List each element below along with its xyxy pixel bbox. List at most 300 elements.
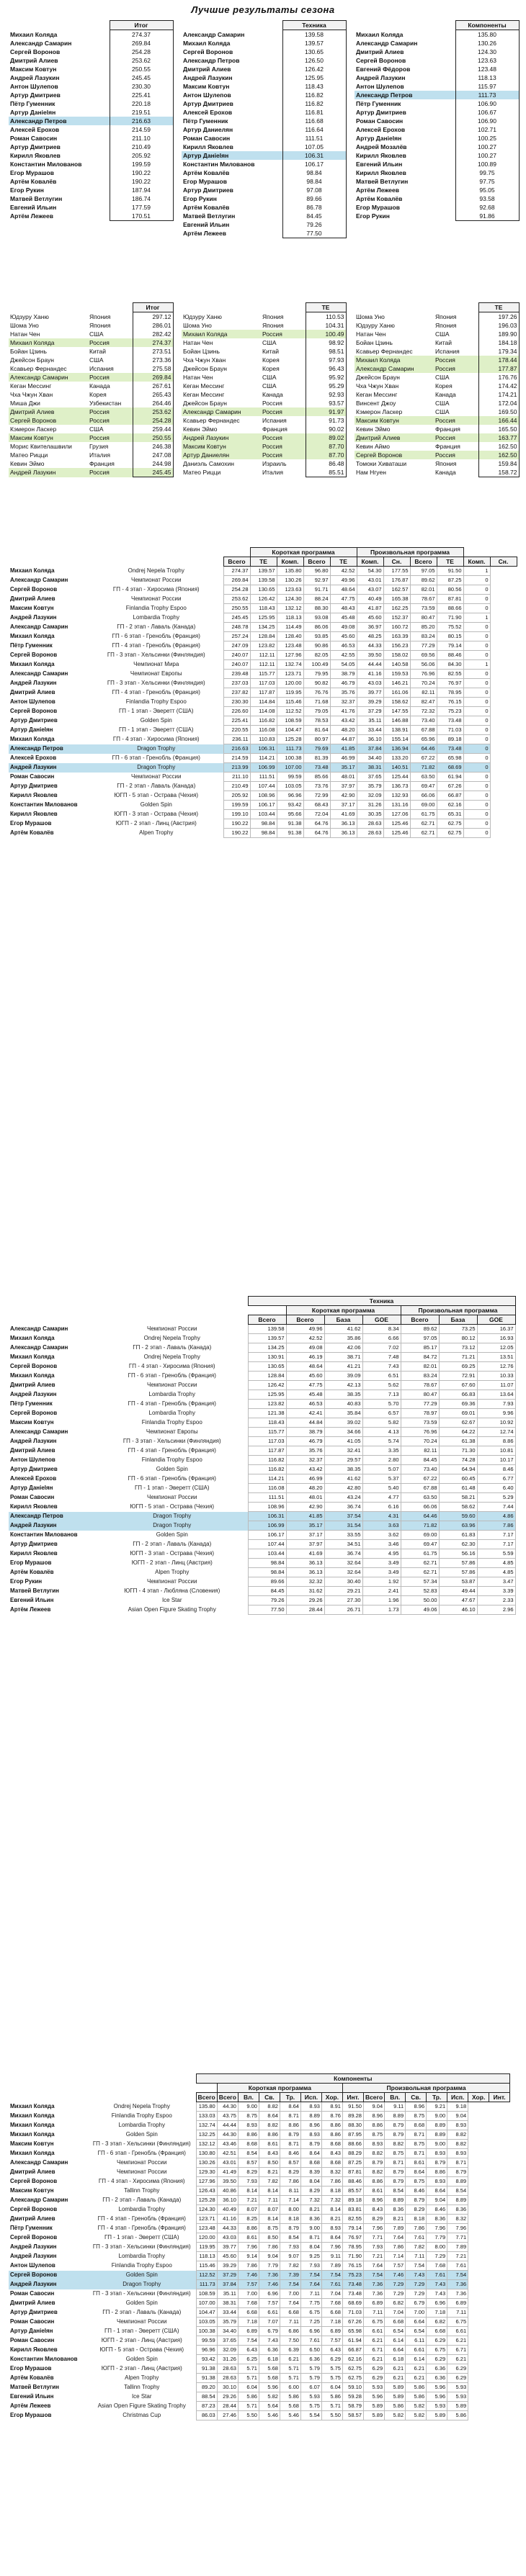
table-row — [355, 99, 519, 108]
score-value: 7.32 — [321, 2196, 342, 2205]
score-value: 7.43 — [362, 1362, 401, 1372]
score-value: 8.07 — [259, 2205, 280, 2215]
score-value: 8.21 — [259, 2168, 280, 2177]
score-value: 4.77 — [362, 1493, 401, 1503]
country-name: США — [435, 374, 450, 381]
subcolumn-header: Всего — [363, 2093, 384, 2102]
subcolumn-header: Всего — [217, 2093, 238, 2102]
score-value: 6.25 — [238, 2355, 259, 2364]
skater-name: Дмитрий Алиев — [10, 2300, 55, 2306]
score-value: 7.18 — [427, 2308, 447, 2318]
score-value: 135.80 — [455, 30, 519, 40]
event-name: Christmas Cup — [122, 2412, 161, 2418]
score-value: 7.29 — [406, 2280, 427, 2289]
score-value: 8.18 — [280, 2215, 300, 2224]
score-value: 35.76 — [286, 1446, 324, 1456]
table-row — [182, 48, 346, 56]
score-value: 5.70 — [362, 1400, 401, 1409]
score-value: 100.49 — [303, 660, 330, 670]
score-value: 0 — [463, 623, 490, 632]
score-value: 237.03 — [223, 679, 250, 688]
score-value: 7.43 — [427, 2280, 447, 2289]
score-value: 78.95 — [437, 688, 463, 698]
column-header: ТЕ — [478, 303, 519, 312]
score-value: 7.18 — [238, 2318, 259, 2327]
score-value: 108.59 — [277, 716, 303, 726]
subcolumn-header: Всего — [223, 557, 250, 567]
score-value: 6.29 — [427, 2336, 447, 2346]
subcolumn-header: База — [324, 1315, 362, 1325]
table-row — [355, 312, 519, 322]
score-value: 275.58 — [133, 364, 173, 373]
table-row — [9, 442, 173, 451]
skater-name: Антон Шулепов — [183, 91, 231, 99]
score-value: 8.79 — [447, 2168, 468, 2177]
score-value: 205.92 — [110, 151, 173, 160]
score-value: 104.31 — [306, 321, 346, 330]
score-value: 7.43 — [427, 2289, 447, 2299]
score-value: 213.99 — [223, 763, 250, 773]
score-value: 74.28 — [439, 1456, 477, 1465]
skater-name: Джейсон Браун — [183, 400, 227, 407]
skater-name: Егор Рукин — [10, 1578, 43, 1585]
event-name: ГП - 2 этап - Лаваль (Канада) — [133, 1541, 212, 1547]
score-value: 8.93 — [363, 2140, 384, 2149]
overall-results-table — [9, 547, 520, 838]
score-value: 5.86 — [280, 2392, 300, 2402]
score-value: 0 — [463, 763, 490, 773]
skater-name: Кирилл Яковлев — [10, 1503, 58, 1510]
skater-name: Артур Данielян — [356, 135, 402, 142]
table-row — [355, 134, 519, 143]
score-value: 116.64 — [282, 125, 346, 134]
score-value: 83.24 — [401, 1372, 439, 1381]
score-value: 49.96 — [330, 576, 357, 585]
score-value: 36.10 — [217, 2196, 238, 2205]
event-name: ЮГП - 5 этап - Острава (Чехия) — [114, 792, 199, 798]
score-value: 7.68 — [427, 2261, 447, 2271]
score-value: 174.42 — [478, 382, 519, 390]
skater-name: Кирилл Яковлев — [10, 2346, 58, 2353]
skater-name: Александр Самарин — [10, 1428, 68, 1435]
event-name: ГП - 3 этап - Хельсинки (Финляндия) — [107, 652, 205, 658]
country-table-block — [9, 302, 174, 477]
score-value: 147.55 — [383, 707, 410, 716]
skater-name: Артём Лежеев — [10, 212, 53, 220]
event-name: Golden Spin — [156, 1466, 188, 1472]
score-value: 41.05 — [324, 1437, 362, 1446]
score-value: 91.38 — [196, 2364, 217, 2374]
skater-name: Роман Савосин — [10, 2318, 55, 2325]
score-value: 5.75 — [321, 2374, 342, 2383]
score-value: 117.87 — [250, 688, 277, 698]
score-value: 3.46 — [362, 1540, 401, 1549]
event-name: ЮГП - 2 этап - Линц (Австрия) — [115, 820, 197, 827]
score-value: 7.64 — [300, 2280, 321, 2289]
score-value: 6.18 — [259, 2355, 280, 2364]
skater-name: Егор Мурашов — [10, 169, 54, 176]
score-value: 46.10 — [439, 1606, 477, 1615]
skater-name: Михаил Коляда — [10, 1372, 55, 1379]
score-value: 130.26 — [196, 2158, 217, 2168]
subcolumn-header: ТЕ — [250, 557, 277, 567]
table-row — [9, 2383, 510, 2392]
score-value: 38.79 — [330, 670, 357, 679]
score-value: 0 — [463, 716, 490, 726]
table-row — [182, 364, 346, 373]
score-value: 9.00 — [427, 2112, 447, 2121]
score-value: 73.59 — [401, 1418, 439, 1428]
skater-name: Александр Петров — [9, 744, 89, 754]
score-value: 89.02 — [306, 433, 346, 442]
score-value: 7.96 — [427, 2224, 447, 2233]
table-row — [182, 82, 346, 91]
score-value: 8.43 — [321, 2149, 342, 2158]
skater-name: Натан Чен — [183, 339, 213, 346]
score-value: 8.50 — [259, 2158, 280, 2168]
skater-name: Кеган Мессинг — [10, 382, 52, 389]
skater-name: Сергей Воронов — [10, 708, 58, 714]
score-value: 8.79 — [427, 2158, 447, 2168]
skater-name: Кирилл Яковлев — [356, 169, 406, 176]
score-value: 69.01 — [439, 1409, 477, 1418]
score-value: 6.68 — [385, 2318, 406, 2327]
table-row — [9, 2392, 510, 2402]
country-name: США — [435, 400, 450, 407]
score-value: 106.17 — [282, 160, 346, 168]
score-value: 33.44 — [217, 2308, 238, 2318]
event-name: ГП - 4 этап - Гренобль (Франция) — [97, 2215, 186, 2222]
score-value: 49.06 — [401, 1606, 439, 1615]
score-value: 8.82 — [363, 2168, 384, 2177]
score-value: 7.93 — [477, 1400, 515, 1409]
score-value: 5.89 — [363, 2402, 384, 2411]
score-value: 7.00 — [406, 2308, 427, 2318]
table-row — [9, 1437, 515, 1446]
event-name: Lombardia Trophy — [118, 2206, 165, 2212]
score-value: 40.86 — [217, 2187, 238, 2196]
score-value: 89.66 — [282, 194, 346, 203]
event-name: ГП - 2 этап - Лаваль (Канада) — [102, 2197, 182, 2203]
score-value: 7.96 — [238, 2243, 259, 2252]
score-value: 5.79 — [300, 2374, 321, 2383]
table-row — [355, 117, 519, 125]
country-name: Франция — [89, 460, 115, 467]
short-program-header: Короткая программа — [286, 1306, 401, 1315]
event-name: Чемпионат России — [131, 773, 182, 780]
skater-name: Максим Ковтун — [10, 2140, 54, 2147]
skater-name: Пётр Гуменник — [10, 100, 55, 107]
skater-name: Даниэль Самохин — [183, 460, 234, 467]
skater-name: Джейсон Браун — [183, 365, 227, 372]
score-value: 72.91 — [439, 1372, 477, 1381]
score-value: 0 — [463, 641, 490, 651]
table-row — [9, 373, 173, 382]
score-value: 6.86 — [280, 2327, 300, 2336]
skater-name: Артур Дмитриев — [10, 2309, 58, 2315]
table-row — [355, 168, 519, 177]
score-value: 123.71 — [277, 670, 303, 679]
score-value: 84.45 — [401, 1456, 439, 1465]
score-value: 98.84 — [248, 1568, 286, 1577]
skater-name: Кэмерон Ласкер — [10, 425, 57, 433]
skater-name: Михаил Коляда — [10, 2131, 55, 2138]
event-name: ГП - 1 этап - Эверетт (США) — [118, 708, 194, 714]
score-value: 89.18 — [437, 735, 463, 744]
score-value: 8.86 — [238, 2130, 259, 2140]
grid2-table — [9, 1296, 516, 1615]
score-value: 220.18 — [110, 99, 173, 108]
skater-name: Антон Шулепов — [10, 83, 58, 90]
score-value: 77.50 — [248, 1606, 286, 1615]
score-value: 8.43 — [259, 2149, 280, 2158]
score-value: 7.46 — [259, 2280, 280, 2289]
score-value: 3.39 — [477, 1587, 515, 1596]
score-value: 41.69 — [286, 1549, 324, 1559]
score-value: 8.82 — [447, 2140, 468, 2149]
score-value: 80.15 — [437, 632, 463, 641]
score-value: 82.05 — [303, 651, 330, 660]
score-value: 36.74 — [324, 1549, 362, 1559]
score-value: 66.87 — [342, 2346, 363, 2355]
score-value: 106.31 — [248, 1512, 286, 1521]
score-value: 6.29 — [321, 2355, 342, 2364]
skater-name: Пётр Гуменник — [356, 100, 401, 107]
score-value: 211.10 — [223, 773, 250, 782]
table-row — [9, 1381, 515, 1390]
skater-name: Михаил Коляда — [10, 1335, 55, 1341]
summary-table — [182, 20, 347, 238]
score-value: 30.35 — [357, 810, 383, 819]
event-name: ГП - 6 этап - Гренобль (Франция) — [112, 633, 200, 639]
score-value: 8.57 — [280, 2158, 300, 2168]
table-row — [9, 829, 517, 838]
score-value: 103.44 — [248, 1549, 286, 1559]
score-value: 8.71 — [280, 2140, 300, 2149]
score-value: 163.77 — [478, 433, 519, 442]
score-value: 98.51 — [306, 347, 346, 356]
score-value: 136.73 — [383, 782, 410, 791]
score-value: 62.30 — [439, 1540, 477, 1549]
score-value: 34.51 — [324, 1540, 362, 1549]
score-value: 5.86 — [385, 2402, 406, 2411]
table-row — [9, 56, 173, 65]
score-value: 42.52 — [286, 1334, 324, 1343]
score-value: 8.46 — [427, 2205, 447, 2215]
score-value: 58.79 — [342, 2402, 363, 2411]
score-value: 8.79 — [406, 2196, 427, 2205]
score-value: 247.09 — [223, 641, 250, 651]
table-row — [9, 1587, 515, 1596]
event-name: Ice Star — [161, 1597, 182, 1603]
score-value: 125.28 — [277, 735, 303, 744]
score-value: 116.68 — [282, 117, 346, 125]
table-row — [9, 203, 173, 212]
skater-name: Сергей Воронов — [10, 586, 58, 593]
score-value: 273.51 — [133, 347, 173, 356]
score-value: 132.74 — [277, 660, 303, 670]
table-row — [9, 1428, 515, 1437]
score-value: 170.51 — [110, 212, 173, 221]
score-value: 82.55 — [437, 670, 463, 679]
score-value: 78.97 — [401, 1409, 439, 1418]
skater-name: Кирилл Яковлев — [10, 1550, 58, 1557]
score-value: 44.84 — [286, 1418, 324, 1428]
score-value: 7.11 — [447, 2308, 468, 2318]
score-value: 37.84 — [217, 2280, 238, 2289]
score-value: 8.54 — [280, 2233, 300, 2243]
table-row — [9, 451, 173, 459]
score-value: 90.86 — [303, 641, 330, 651]
skater-name: Дмитрий Алиев — [183, 66, 231, 73]
score-value: 8.93 — [300, 2102, 321, 2112]
score-value: 6.43 — [321, 2346, 342, 2355]
table-row — [9, 2224, 510, 2233]
score-value: 111.73 — [196, 2280, 217, 2289]
country-name: США — [89, 425, 104, 433]
score-value: 5.75 — [321, 2364, 342, 2374]
score-value: 8.96 — [363, 2196, 384, 2205]
skater-name: Егор Рукин — [10, 186, 44, 194]
score-value: 6.21 — [280, 2355, 300, 2364]
score-value: 82.55 — [342, 2215, 363, 2224]
skater-name: Константин Миловaнов — [10, 2356, 78, 2362]
score-value: 177.55 — [383, 567, 410, 576]
score-value: 111.73 — [277, 744, 303, 754]
event-name: Dragon Trophy — [89, 744, 223, 754]
score-value: 79.69 — [303, 744, 330, 754]
skater-name: Андрей Лазукин — [10, 680, 57, 686]
score-value: 112.11 — [250, 660, 277, 670]
country-name: Италия — [262, 469, 283, 477]
skater-name: Бойан Цзинь — [183, 348, 220, 355]
country-name: Испания — [435, 348, 460, 355]
score-value: 6.36 — [427, 2374, 447, 2383]
score-value: 186.74 — [110, 194, 173, 203]
score-value: 162.50 — [478, 442, 519, 451]
score-value: 5.71 — [238, 2402, 259, 2411]
score-value: 29.26 — [217, 2392, 238, 2402]
table-row — [9, 773, 517, 782]
score-value: 7.46 — [385, 2271, 406, 2280]
score-value: 6.57 — [362, 1409, 401, 1418]
score-value: 128.40 — [277, 632, 303, 641]
score-value: 6.04 — [321, 2383, 342, 2392]
score-value: 66.83 — [439, 1390, 477, 1400]
subcolumn-header: Вл. — [238, 2093, 259, 2102]
score-value: 9.11 — [321, 2252, 342, 2261]
column-header: Итог — [133, 303, 173, 312]
score-value: 66.87 — [437, 791, 463, 801]
table-row — [9, 698, 517, 707]
score-value: 64.46 — [401, 1512, 439, 1521]
table-row — [355, 382, 519, 390]
score-value: 8.75 — [406, 2112, 427, 2121]
grid1-table — [9, 547, 517, 838]
score-value: 67.26 — [437, 782, 463, 791]
score-value: 27.30 — [324, 1596, 362, 1606]
score-value: 139.58 — [250, 576, 277, 585]
score-value: 32.09 — [357, 791, 383, 801]
score-value: 240.07 — [223, 660, 250, 670]
score-value: 7.57 — [259, 2299, 280, 2308]
score-value: 106.31 — [250, 744, 277, 754]
score-value: 6.21 — [447, 2355, 468, 2364]
score-value: 274.37 — [110, 30, 173, 40]
subcolumn-header: Хор. — [321, 2093, 342, 2102]
score-value: 8.91 — [321, 2102, 342, 2112]
score-value: 36.13 — [286, 1568, 324, 1577]
score-value: 5.93 — [447, 2392, 468, 2402]
score-value: 246.38 — [133, 442, 173, 451]
skater-name: Артём Лежеев — [183, 230, 226, 238]
score-value: 8.46 — [406, 2187, 427, 2196]
table-row — [182, 330, 346, 338]
score-value: 8.86 — [321, 2130, 342, 2140]
score-value: 6.96 — [259, 2289, 280, 2299]
score-value: 80.47 — [401, 1390, 439, 1400]
score-value: 8.82 — [259, 2121, 280, 2130]
table-row — [9, 125, 173, 134]
score-value: 8.64 — [280, 2102, 300, 2112]
score-value: 88.46 — [342, 2177, 363, 2187]
table-row — [355, 212, 519, 221]
country-name: Корея — [89, 391, 107, 398]
score-value: 38.31 — [217, 2299, 238, 2308]
score-value: 91.38 — [277, 819, 303, 829]
score-value: 42.80 — [324, 1484, 362, 1493]
event-name: Ice Star — [131, 2393, 152, 2400]
score-value: 64.76 — [303, 829, 330, 838]
score-value: 33.55 — [324, 1531, 362, 1540]
score-value: 7.29 — [385, 2289, 406, 2299]
score-value: 128.84 — [248, 1372, 286, 1381]
country-name: США — [89, 330, 104, 338]
table-row — [182, 125, 346, 134]
score-value: 70.24 — [401, 1437, 439, 1446]
table-row — [9, 651, 517, 660]
country-name: США — [262, 339, 277, 346]
score-value: 6.16 — [362, 1503, 401, 1512]
skater-name: Михаил Коляда — [355, 356, 434, 364]
score-value: 5.86 — [321, 2392, 342, 2402]
score-value: 99.59 — [277, 773, 303, 782]
table-row — [182, 220, 346, 229]
score-value: 6.21 — [363, 2336, 384, 2346]
score-value: 90.82 — [303, 679, 330, 688]
table-row — [9, 1446, 515, 1456]
score-value: 5.40 — [362, 1484, 401, 1493]
country-name: Канада — [262, 391, 283, 398]
skater-name: Кевин Эймо — [356, 425, 391, 433]
score-value: 5.71 — [280, 2364, 300, 2374]
score-value: 89.62 — [401, 1325, 439, 1334]
table-row — [9, 1568, 515, 1577]
score-value: 8.54 — [447, 2187, 468, 2196]
score-value: 54.30 — [357, 567, 383, 576]
score-value: 35.79 — [217, 2318, 238, 2327]
score-value: 8.32 — [447, 2215, 468, 2224]
score-value: 106.17 — [250, 801, 277, 810]
score-value: 6.14 — [406, 2355, 427, 2364]
score-value: 96.96 — [277, 791, 303, 801]
skater-name: Максим Ковтун — [355, 416, 434, 425]
score-value: 37.84 — [357, 744, 383, 754]
country-name: Россия — [434, 451, 478, 459]
score-value: 42.51 — [217, 2149, 238, 2158]
score-value: 79.14 — [437, 641, 463, 651]
score-value: 8.71 — [406, 2130, 427, 2140]
